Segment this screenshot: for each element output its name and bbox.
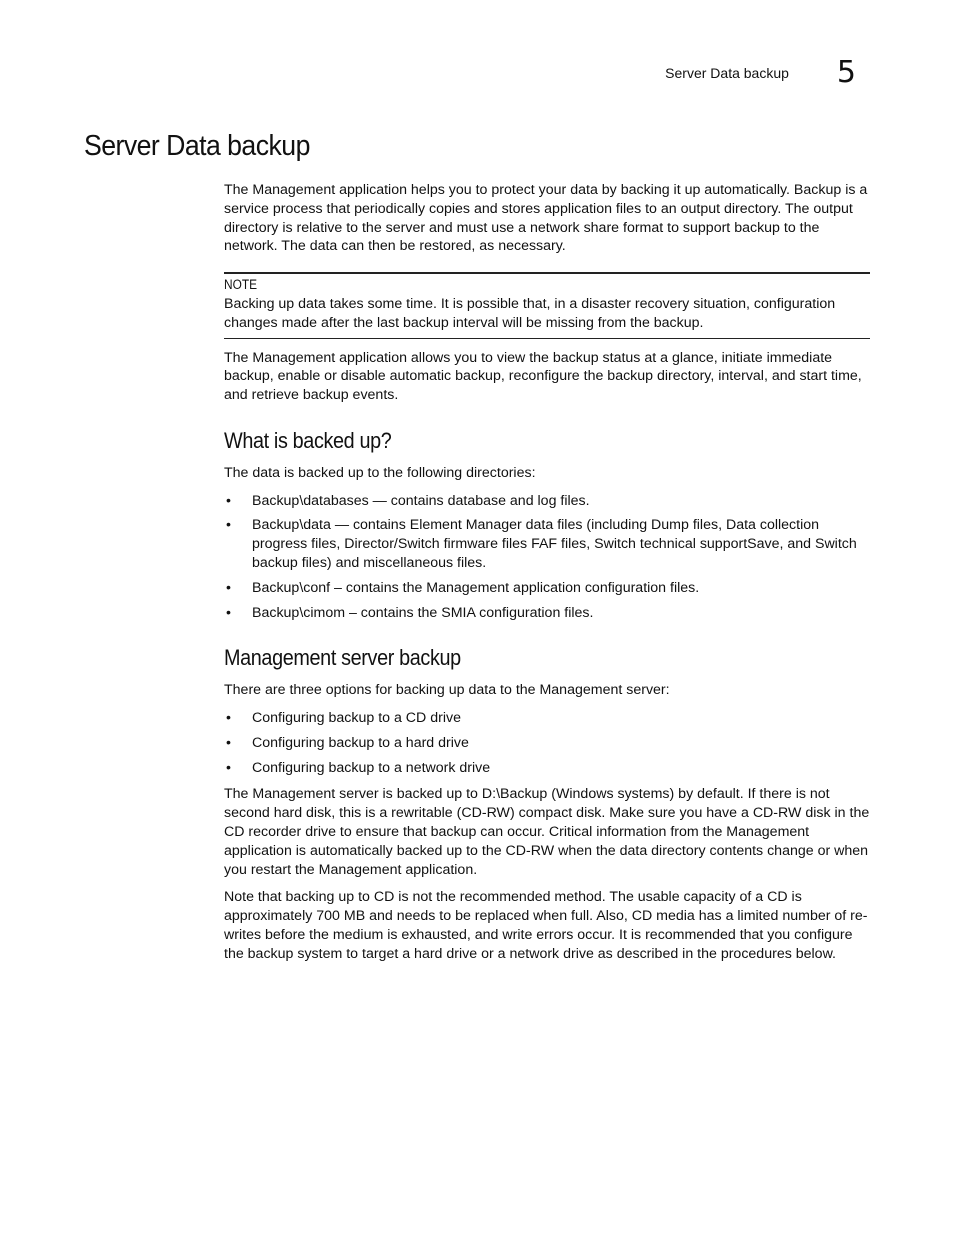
- note-box: [224, 272, 870, 338]
- list-item: • Backup\databases — contains database and log files.: [224, 492, 870, 511]
- running-title: Server Data backup: [665, 65, 789, 81]
- section2-paragraph-2: Note that backing up to CD is not the recommended method. The usable capacity of a CD is approximately 700 MB and needs to be replaced when full. Also, CD media has a limited number of re-writes before the medium is exhausted, and write errors occur. It is recommended that you configure the backup system to target a hard drive or a network drive as described in the procedures below.: [224, 889, 868, 962]
- intro-paragraph: The Management application helps you to protect your data by backing it up automatically. Backup is a service process that periodically copies and stores application files to an output directory. The output directory is relative to the server and must use a network share format to support backup to the network. The data can then be restored, as necessary.: [224, 182, 868, 255]
- list-item: • Backup\cimom – contains the SMIA configuration files.: [224, 604, 870, 623]
- list-item: • Configuring backup to a hard drive: [224, 734, 870, 753]
- section-heading-what-is-backed-up: What is backed up?: [224, 427, 392, 453]
- directory-list: [224, 492, 870, 623]
- status-paragraph: The Management application allows you to view the backup status at a glance, initiate immediate backup, enable or disable automatic backup, reconfigure the backup directory, interval, and start time, and retrieve backup events.: [224, 349, 862, 404]
- section-heading-management-server-backup: Management server backup: [224, 645, 461, 671]
- page-title: Server Data backup: [84, 130, 310, 162]
- list-item: • Backup\data — contains Element Manager data files (including Dump files, Data collection progress files, Director/Switch firmware files FAF files, Switch technical supportSave, and Switch backup files) and miscellaneous files.: [224, 516, 870, 572]
- running-header: [665, 55, 856, 90]
- note-label: NOTE: [224, 277, 258, 293]
- section2-lead: There are three options for backing up data to the Management server:: [224, 682, 670, 699]
- list-item: • Configuring backup to a network drive: [224, 759, 870, 778]
- list-item: • Configuring backup to a CD drive: [224, 709, 870, 728]
- section1-lead: The data is backed up to the following directories:: [224, 464, 536, 481]
- note-text: Backing up data takes some time. It is possible that, in a disaster recovery situation, configuration changes made after the last backup interval will be missing from the backup.: [224, 295, 836, 331]
- main-content: [224, 181, 870, 973]
- section2-paragraph-1: The Management server is backed up to D:\Backup (Windows systems) by default. If there is not second hard disk, this is a rewritable (CD-RW) compact disk. Make sure you have a CD-RW disk in the CD recorder drive to ensure that backup can occur. Critical information from the Management application is automatically backed up to the CD-RW when the data directory contents change or when you restart the Management application.: [224, 786, 870, 878]
- chapter-number: 5: [836, 55, 856, 90]
- backup-options-list: [224, 709, 870, 777]
- list-item: • Backup\conf – contains the Management application configuration files.: [224, 579, 870, 598]
